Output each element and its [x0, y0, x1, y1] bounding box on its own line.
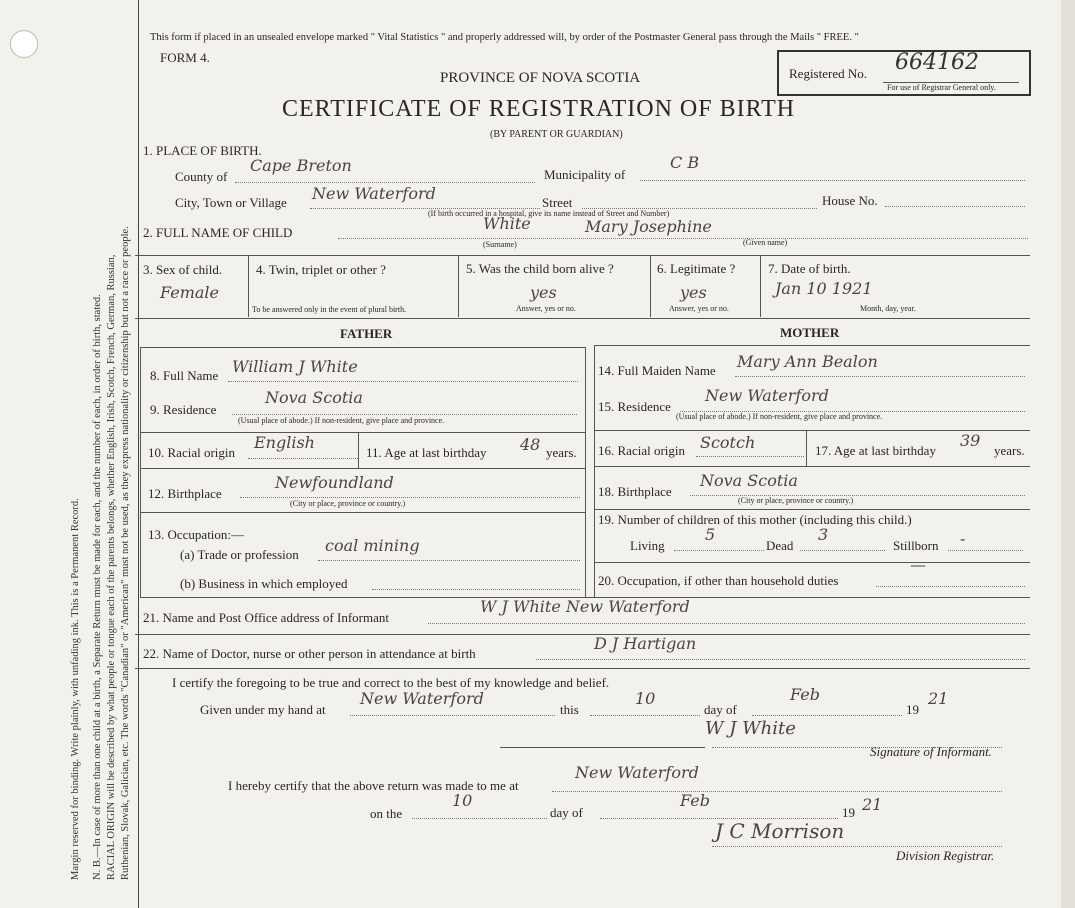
margin-note-1: Margin reserved for binding. Write plainly, with unfading ink. This is a Permanent Record. — [70, 498, 81, 880]
binding-margin — [0, 0, 139, 908]
legitimate-value: yes — [680, 283, 707, 302]
surname-note: (Surname) — [483, 240, 517, 249]
return-statement: I hereby certify that the above return was made to me at — [228, 778, 519, 793]
mother-racial-label: 16. Racial origin — [598, 443, 686, 458]
given-name-note: (Given name) — [743, 238, 788, 247]
form-number: FORM 4. — [160, 50, 210, 65]
living-value: 5 — [705, 525, 716, 544]
informant-label: 21. Name and Post Office address of Informant — [143, 610, 389, 625]
mother-age-label: 17. Age at last birthday — [815, 443, 936, 458]
mother-residence-label: 15. Residence — [598, 399, 671, 414]
page-title: CERTIFICATE OF REGISTRATION OF BIRTH — [282, 96, 796, 122]
twin-label: 4. Twin, triplet or other ? — [256, 262, 386, 277]
division-registrar-label: Division Registrar. — [896, 848, 995, 863]
informant-value: W J White New Waterford — [480, 597, 690, 616]
child-given-name: Mary Josephine — [585, 217, 712, 236]
father-trade-value: coal mining — [325, 536, 420, 555]
alive-value: yes — [530, 283, 557, 302]
province-heading: PROVINCE OF NOVA SCOTIA — [440, 70, 641, 86]
father-racial-label: 10. Racial origin — [148, 445, 236, 460]
this-label: this — [560, 702, 579, 717]
father-trade-label: (a) Trade or profession — [180, 547, 299, 562]
registrar-signature: J C Morrison — [715, 819, 845, 843]
mother-age-value: 39 — [960, 431, 981, 450]
father-heading: FATHER — [340, 326, 393, 341]
registrar-year-value: 21 — [862, 795, 883, 814]
registrar-month-value: Feb — [680, 791, 710, 810]
mother-occupation-label: 20. Occupation, if other than household duties — [598, 573, 839, 588]
father-age-value: 48 — [520, 435, 541, 454]
father-residence-note: (Usual place of abode.) If non-resident, give place and province. — [238, 416, 445, 425]
mother-name-value: Mary Ann Bealon — [737, 352, 878, 371]
registrar-year-prefix: 19 — [842, 805, 855, 820]
dead-label: Dead — [766, 538, 794, 553]
father-name-label: 8. Full Name — [150, 368, 219, 383]
county-value: Cape Breton — [250, 156, 352, 175]
given-day-of-label: day of — [704, 702, 737, 717]
street-label: Street — [542, 195, 573, 210]
certify-statement: I certify the foregoing to be true and correct to the best of my knowledge and belief. — [172, 675, 610, 690]
registrar-day-of-label: day of — [550, 805, 583, 820]
given-year-prefix: 19 — [906, 702, 919, 717]
hospital-note: (If birth occurred in a hospital, give its name instead of Street and Number) — [428, 209, 670, 218]
municipality-value: C B — [670, 153, 700, 172]
mother-heading: MOTHER — [780, 325, 840, 340]
date-note: Month, day, year. — [860, 304, 916, 313]
father-residence-value: Nova Scotia — [265, 388, 363, 407]
place-of-birth-heading: 1. PLACE OF BIRTH. — [143, 143, 262, 158]
given-year-value: 21 — [928, 689, 949, 708]
date-of-birth-label: 7. Date of birth. — [768, 261, 851, 276]
given-month-value: Feb — [790, 685, 820, 704]
alive-note: Answer, yes or no. — [516, 304, 576, 313]
legitimate-note: Answer, yes or no. — [669, 304, 729, 313]
informant-signature: W J White — [705, 718, 796, 739]
children-count-label: 19. Number of children of this mother (including this child.) — [598, 512, 912, 527]
father-birthplace-value: Newfoundland — [275, 473, 394, 492]
given-under-label: Given under my hand at — [200, 702, 326, 717]
father-racial-value: English — [254, 433, 315, 452]
sex-label: 3. Sex of child. — [143, 262, 223, 277]
given-day-value: 10 — [635, 689, 656, 708]
alive-label: 5. Was the child born alive ? — [466, 261, 614, 276]
house-number-label: House No. — [822, 193, 878, 208]
stillborn-value: - — [960, 529, 966, 548]
father-years: years. — [546, 445, 577, 460]
father-occupation-label: 13. Occupation:— — [148, 527, 245, 542]
mother-racial-value: Scotch — [700, 433, 756, 452]
legitimate-label: 6. Legitimate ? — [657, 261, 736, 276]
binding-hole — [10, 30, 38, 58]
city-label: City, Town or Village — [175, 195, 287, 210]
child-surname: White — [483, 214, 531, 233]
mother-birthplace-label: 18. Birthplace — [598, 484, 672, 499]
mother-residence-note: (Usual place of abode.) If non-resident, give place and province. — [676, 412, 883, 421]
father-age-label: 11. Age at last birthday — [366, 445, 487, 460]
county-label: County of — [175, 169, 228, 184]
child-name-label: 2. FULL NAME OF CHILD — [143, 225, 293, 240]
registrar-day-value: 10 — [452, 791, 473, 810]
mother-name-label: 14. Full Maiden Name — [598, 363, 716, 378]
registered-label: Registered No. — [789, 66, 867, 81]
margin-note-2: N. B.—In case of more than one child at a birth, a Separate Return must be made for each, and the number of each, in order of birth, stated. — [92, 294, 103, 880]
page-subtitle: (BY PARENT OR GUARDIAN) — [490, 129, 623, 140]
father-residence-label: 9. Residence — [150, 402, 217, 417]
father-business-label: (b) Business in which employed — [180, 576, 348, 591]
margin-note-3: RACIAL ORIGIN will be described by what people or tongue each of the parents belongs, whether English, Irish, Scotch, French, German, Russian, — [106, 254, 117, 880]
doctor-value: D J Hartigan — [594, 634, 697, 653]
living-label: Living — [630, 538, 665, 553]
father-birthplace-label: 12. Birthplace — [148, 486, 222, 501]
on-the-label: on the — [370, 806, 403, 821]
doctor-label: 22. Name of Doctor, nurse or other person in attendance at birth — [143, 646, 476, 661]
mother-occupation-value: — — [910, 555, 926, 574]
page-edge — [1061, 0, 1075, 908]
stillborn-label: Stillborn — [893, 538, 939, 553]
margin-note-4: Ruthenian, Slovak, Galician, etc. The words "Canadian" or "American" must not be used, as they express nationality or citizenship but not a race or people. — [120, 226, 131, 880]
date-of-birth-value: Jan 10 1921 — [775, 279, 873, 298]
twin-note: To be answered only in the event of plural birth. — [252, 305, 407, 314]
registered-number: 664162 — [895, 50, 979, 75]
mother-birthplace-note: (City or place, province or country.) — [738, 496, 854, 505]
father-birthplace-note: (City or place, province or country.) — [290, 499, 406, 508]
mother-residence-value: New Waterford — [705, 386, 829, 405]
return-place-value: New Waterford — [575, 763, 699, 782]
city-value: New Waterford — [312, 184, 436, 203]
mother-birthplace-value: Nova Scotia — [700, 471, 798, 490]
father-name-value: William J White — [232, 357, 358, 376]
municipality-label: Municipality of — [544, 167, 626, 182]
sex-value: Female — [160, 283, 219, 302]
mother-years: years. — [994, 443, 1025, 458]
registered-note: For use of Registrar General only. — [887, 83, 996, 92]
registered-number-box — [777, 50, 1031, 96]
dead-value: 3 — [818, 525, 829, 544]
informant-signature-label: Signature of Informant. — [870, 744, 992, 759]
mail-notice: This form if placed in an unsealed envelope marked " Vital Statistics " and properly addressed will, by order of the Postmaster General pass through the Mails " FREE. " — [150, 32, 859, 43]
given-place-value: New Waterford — [360, 689, 484, 708]
